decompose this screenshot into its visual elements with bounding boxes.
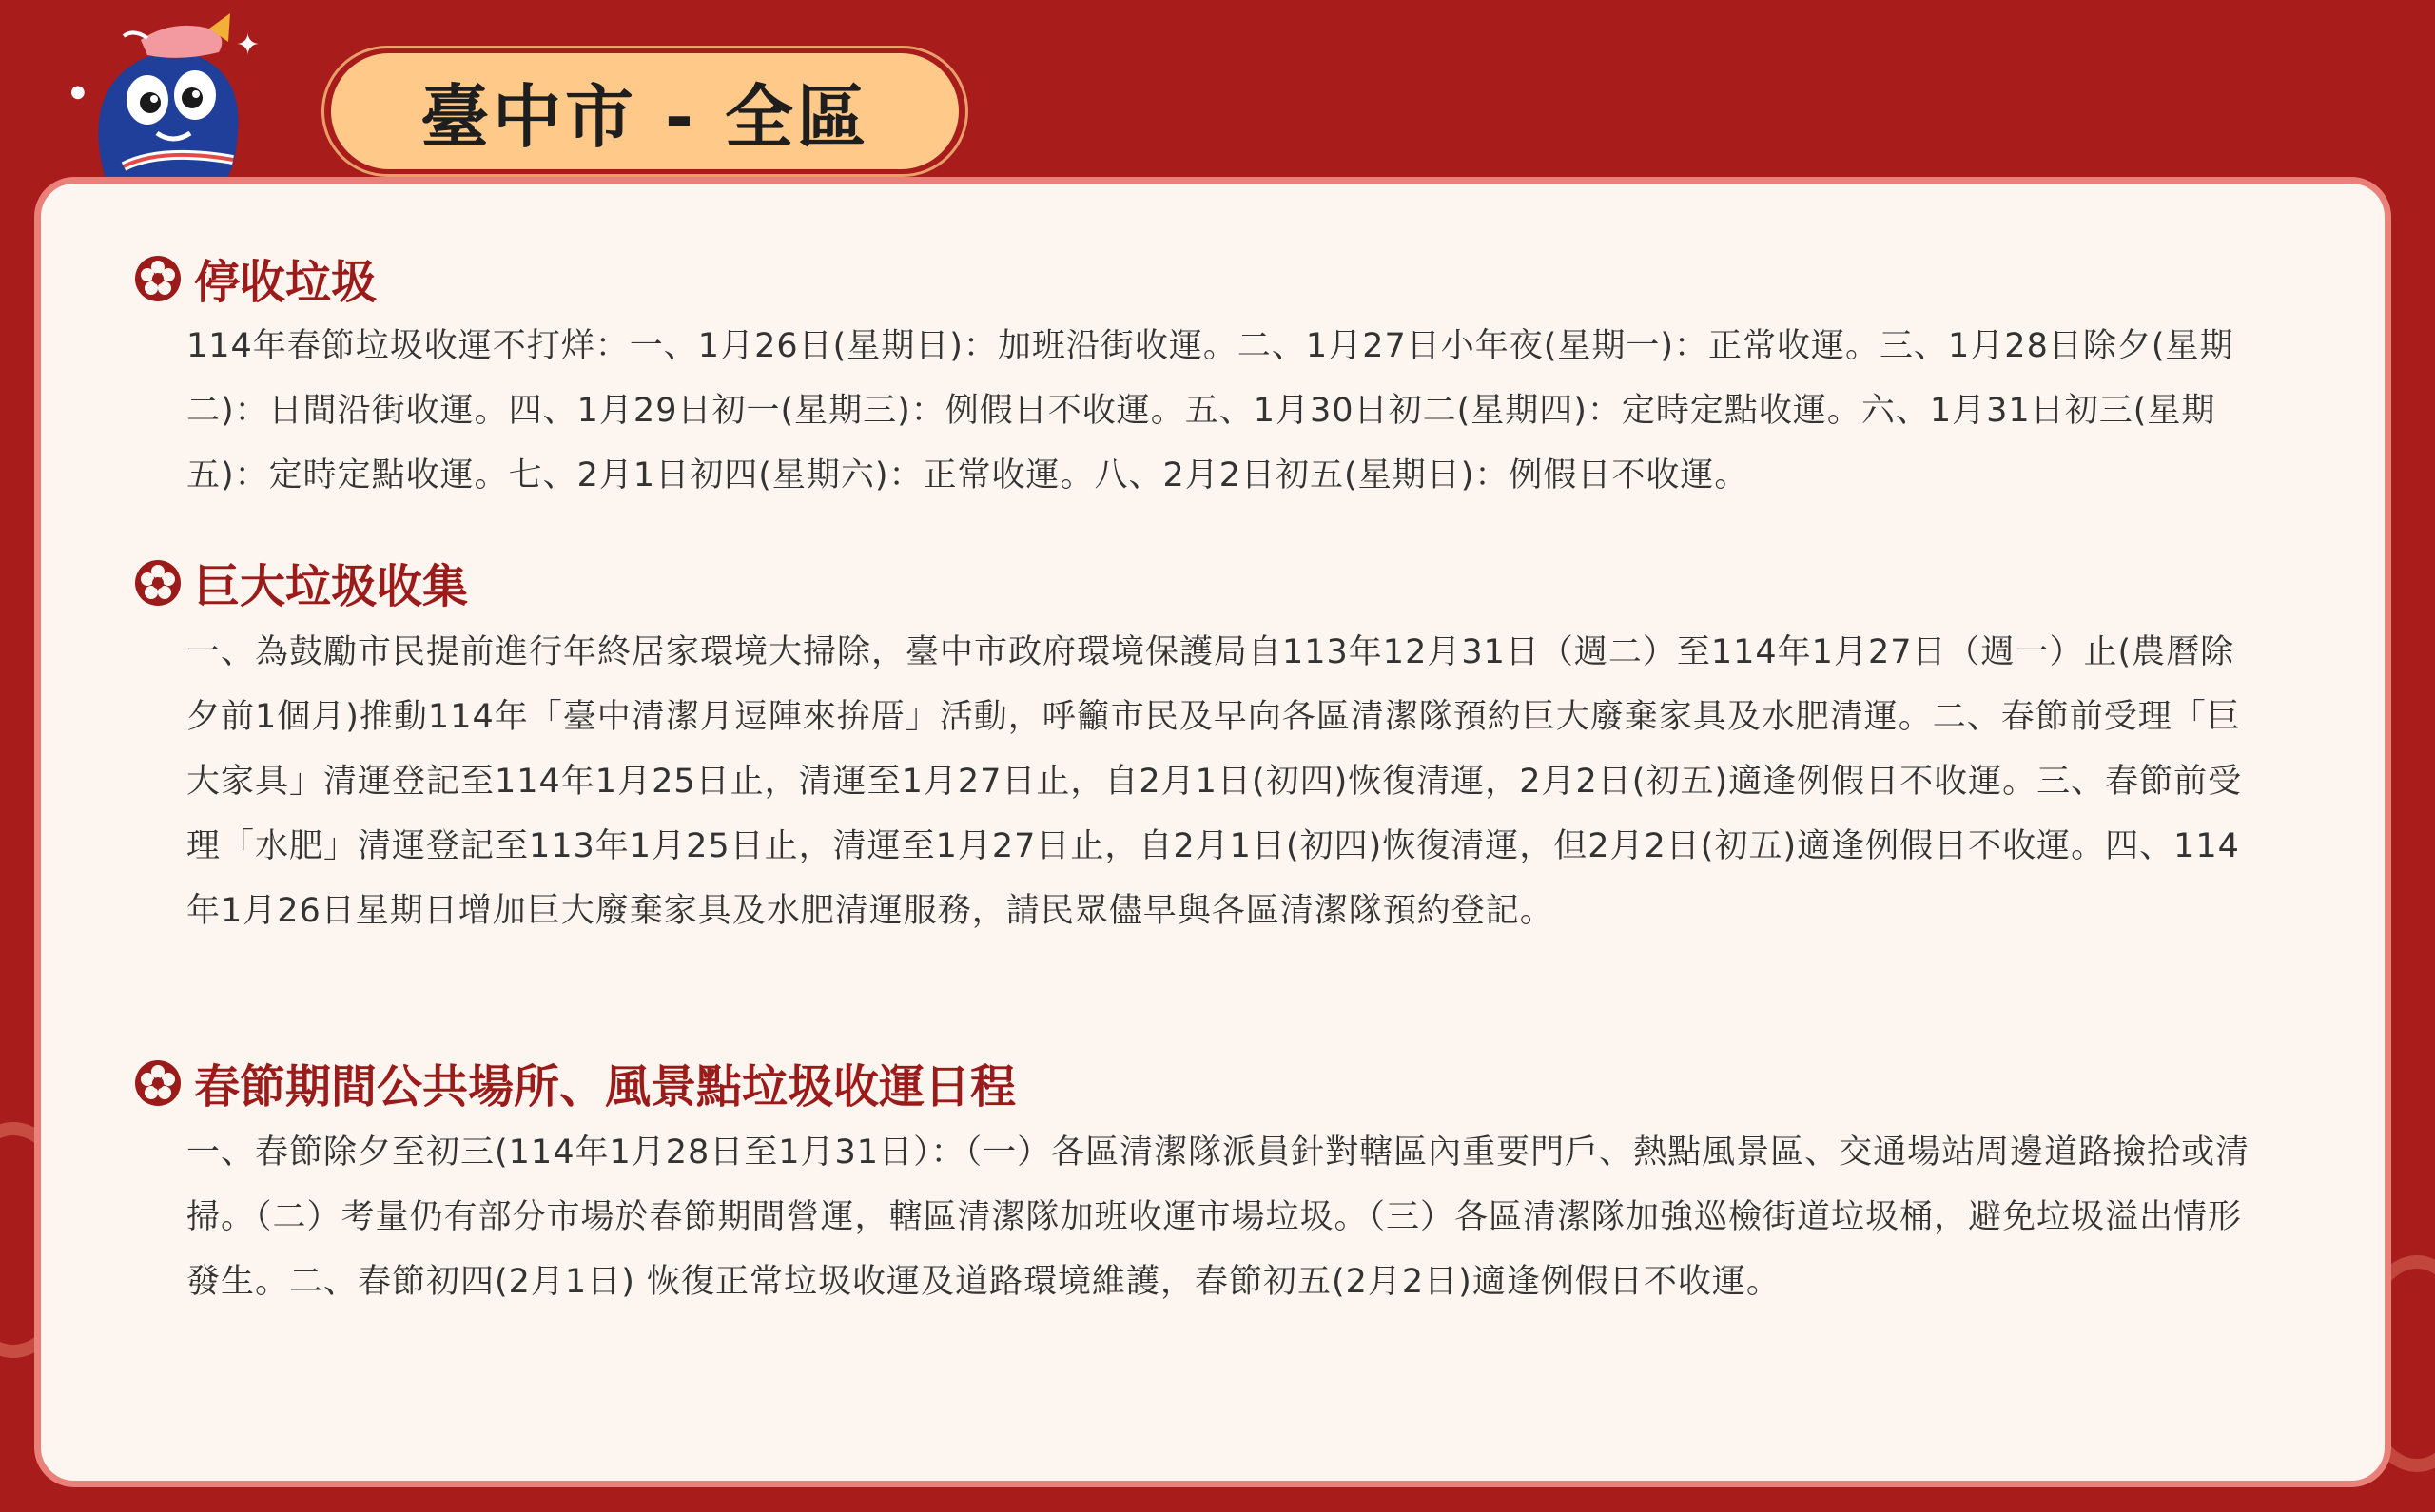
flower-icon	[133, 558, 183, 608]
section-body: 一、為鼓勵市民提前進行年終居家環境大掃除，臺中市政府環境保護局自113年12月31日（週二）至114年1月27日（週一）止(農曆除夕前1個月)推動114年「臺中清潔月逗陣來拚厝」活動，呼籲市民及早向各區清潔隊預約巨大廢棄家具及水肥清運。二、春節前受理「巨大家具」清運登記至114年1月25日止，清運至1月27日止，自2月1日(初四)恢復清運，2月2日(初五)適逢例假日不收運。三、春節前受理「水肥」清運登記至113年1月25日止，清運至1月27日止，自2月1日(初四)恢復清運，但2月2日(初五)適逢例假日不收運。四、114年1月26日星期日增加巨大廢棄家具及水肥清運服務，請民眾儘早與各區清潔隊預約登記。	[186, 633, 2243, 930]
section-body: 一、春節除夕至初三(114年1月28日至1月31日）：（一）各區清潔隊派員針對轄區內重要門戶、熱點風景區、交通場站周邊道路撿拾或清掃。（二）考量仍有部分市場於春節期間營運，轄區清潔隊加班收運市場垃圾。（三）各區清潔隊加強巡檢街道垃圾桶，避免垃圾溢出情形發生。二、春節初四(2月1日) 恢復正常垃圾收運及道路環境維護，春節初五(2月2日)適逢例假日不收運。	[186, 1134, 2250, 1301]
section-body: 114年春節垃圾收運不打烊：一、1月26日(星期日)：加班沿街收運。二、1月27日小年夜(星期一)：正常收運。三、1月28日除夕(星期二)：日間沿街收運。四、1月29日初一(星期三)：例假日不收運。五、1月30日初二(星期四)：定時定點收運。六、1月31日初三(星期五)：定時定點收運。七、2月1日初四(星期六)：正常收運。八、2月2日初五(星期日)：例假日不收運。	[186, 327, 2234, 494]
sparkle-icon: ●	[70, 82, 86, 102]
section-heading-stop-collection	[133, 245, 377, 311]
flower-icon	[133, 1058, 183, 1108]
section-heading-bulky-waste	[133, 550, 468, 615]
sparkle-icon: ✦	[236, 29, 261, 62]
section-title: 春節期間公共場所、風景點垃圾收運日程	[194, 1060, 1017, 1114]
page-title: 臺中市 - 全區	[419, 77, 870, 157]
flower-icon	[133, 254, 183, 303]
header-pill	[331, 53, 959, 169]
section-title: 停收垃圾	[194, 256, 378, 309]
mascot-illustration	[67, 0, 285, 176]
section-heading-public-places	[133, 1050, 1016, 1115]
section-title: 巨大垃圾收集	[194, 560, 469, 613]
